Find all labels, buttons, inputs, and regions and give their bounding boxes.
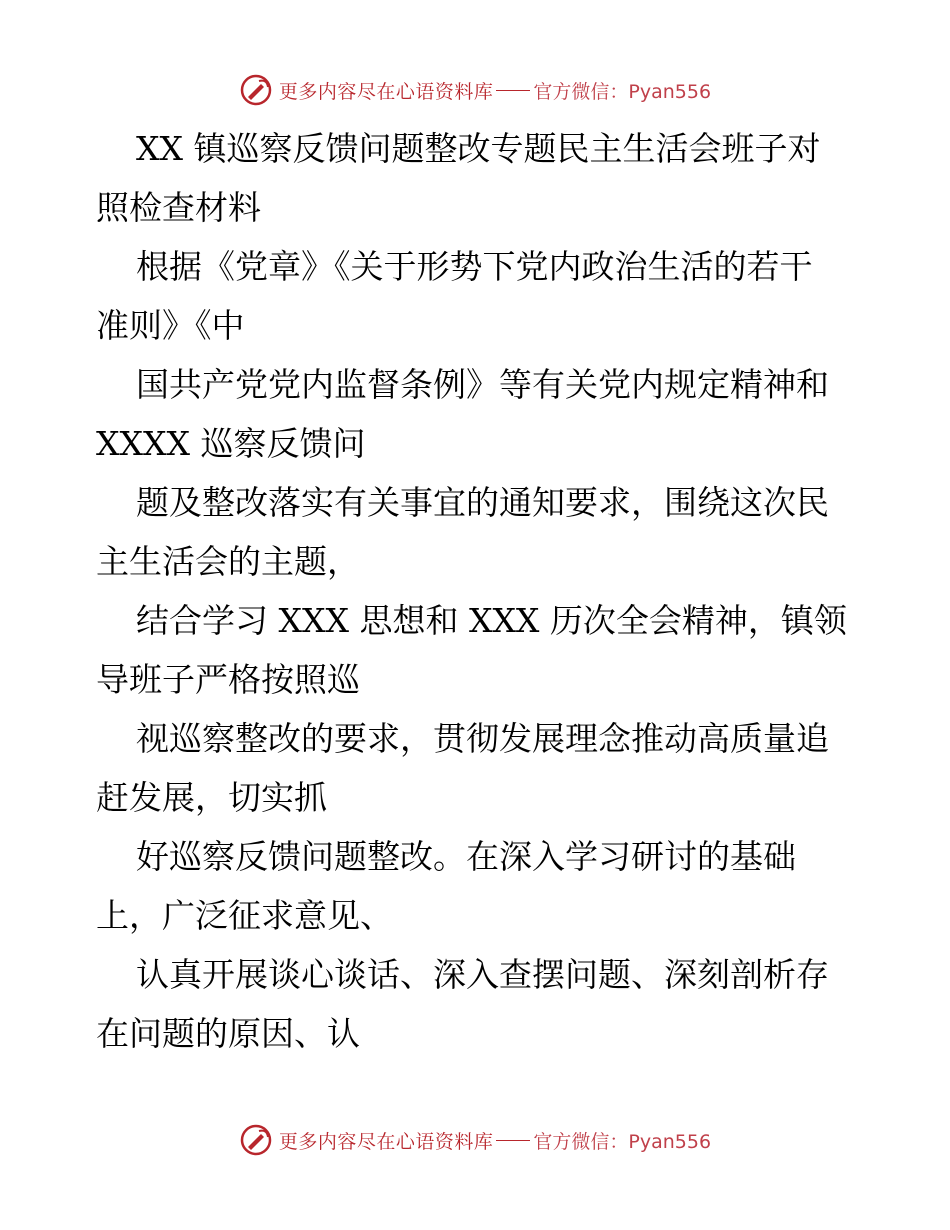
- paragraph-line: 在问题的原因、认: [96, 1014, 360, 1053]
- paragraph-line: 国共产党党内监督条例》等有关党内规定精神和: [136, 365, 829, 404]
- watermark-dash: [496, 90, 530, 91]
- paragraph-line: 导班子严格按照巡: [96, 660, 360, 699]
- paragraph-line: 准则》《中: [96, 306, 245, 345]
- paragraph: [96, 827, 856, 945]
- paragraph-line: XXXX 巡察反馈问: [96, 424, 366, 463]
- paragraph-line: 照检查材料: [96, 188, 261, 227]
- paragraph: [96, 945, 856, 1063]
- watermark-wechat-text: 官方微信：Pyan556: [533, 1130, 712, 1153]
- document-body: [96, 119, 856, 1063]
- paragraph-line: 认真开展谈心谈话、深入查摆问题、深刻剖析存: [136, 955, 829, 994]
- paragraph: [96, 119, 856, 237]
- paragraph: [96, 473, 856, 591]
- watermark-dash: [496, 1140, 530, 1141]
- watermark-wechat-text: 官方微信：Pyan556: [533, 80, 712, 103]
- header-watermark: [0, 70, 950, 110]
- paragraph-line: 上，广泛征求意见、: [96, 896, 393, 935]
- watermark-site-text: 更多内容尽在心语资料库: [278, 80, 494, 103]
- paragraph-line: 好巡察反馈问题整改。在深入学习研讨的基础: [136, 837, 796, 876]
- paragraph: [96, 237, 856, 355]
- footer-watermark: [0, 1120, 950, 1160]
- paragraph-line: 题及整改落实有关事宜的通知要求，围绕这次民: [136, 483, 829, 522]
- paragraph-line: 结合学习 XXX 思想和 XXX 历次全会精神，镇领: [136, 601, 847, 640]
- paragraph: [96, 709, 856, 827]
- paragraph: [96, 355, 856, 473]
- paragraph-line: XX 镇巡察反馈问题整改专题民主生活会班子对: [136, 129, 821, 168]
- paragraph-line: 主生活会的主题，: [96, 542, 360, 581]
- paragraph-line: 根据《党章》《关于形势下党内政治生活的若干: [136, 247, 813, 286]
- watermark-site-text: 更多内容尽在心语资料库: [278, 1130, 494, 1153]
- paragraph: [96, 591, 856, 709]
- paragraph-line: 赶发展，切实抓: [96, 778, 327, 817]
- pen-logo-icon: [239, 1123, 273, 1157]
- pen-logo-icon: [239, 73, 273, 107]
- paragraph-line: 视巡察整改的要求，贯彻发展理念推动高质量追: [136, 719, 829, 758]
